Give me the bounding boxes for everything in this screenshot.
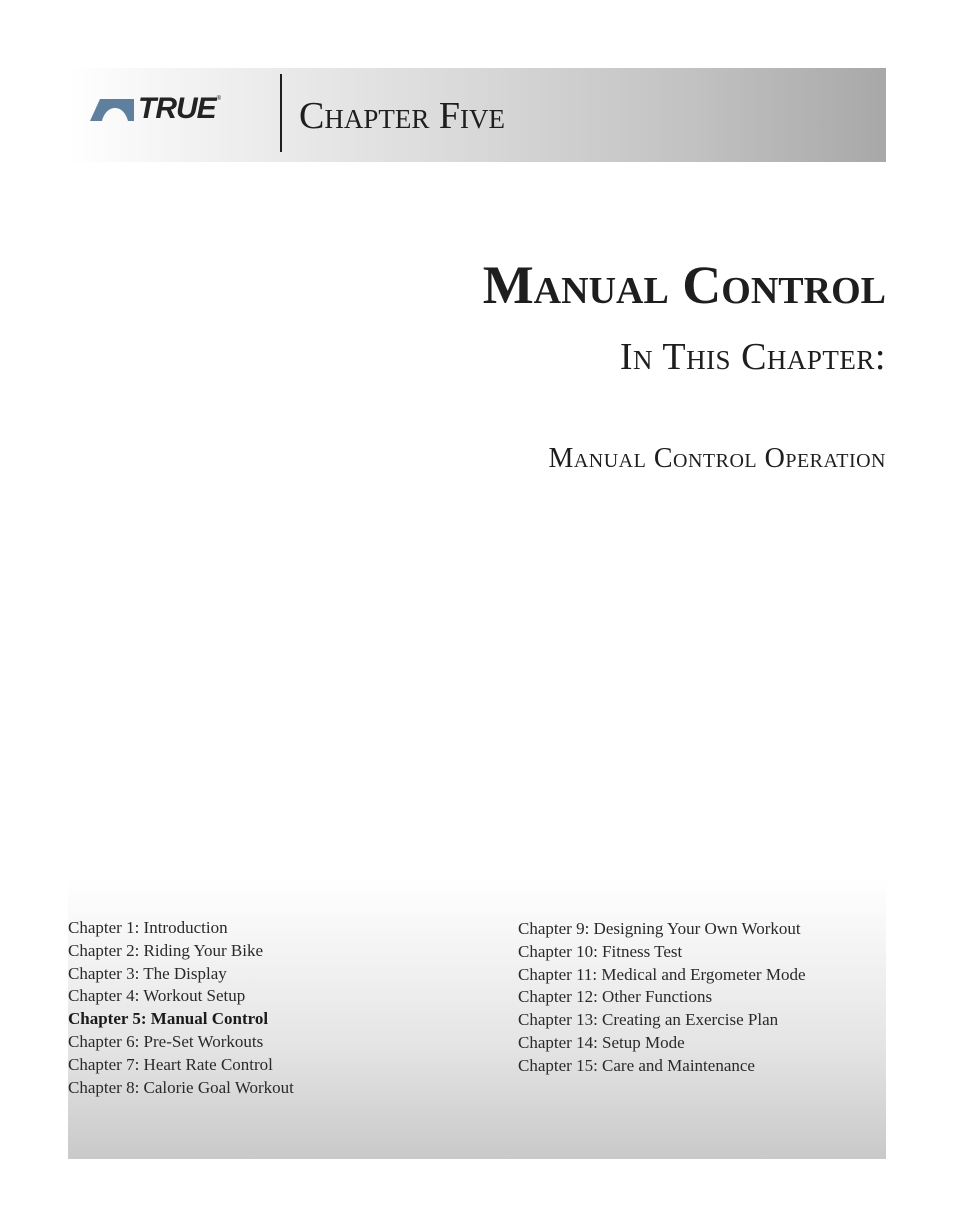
toc-item-chapter-7[interactable]: Chapter 7: Heart Rate Control bbox=[68, 1054, 273, 1074]
toc-item-chapter-2[interactable]: Chapter 2: Riding Your Bike bbox=[68, 940, 264, 960]
toc-column-left bbox=[68, 917, 294, 1099]
toc-item-chapter-5-current[interactable]: Chapter 5: Manual Control bbox=[68, 1009, 269, 1029]
registered-mark: ® bbox=[216, 96, 222, 102]
toc-item-chapter-1[interactable]: Chapter 1: Introduction bbox=[68, 918, 228, 937]
toc-item-chapter-8[interactable]: Chapter 8: Calorie Goal Workout bbox=[68, 1077, 294, 1097]
chapter-topic-item: Manual Control Operation bbox=[548, 443, 886, 474]
chapter-label: Chapter Five bbox=[299, 95, 505, 137]
in-this-chapter-heading: In This Chapter: bbox=[619, 336, 886, 378]
toc-item-chapter-13[interactable]: Chapter 13: Creating an Exercise Plan bbox=[518, 1010, 779, 1030]
toc-item-chapter-14[interactable]: Chapter 14: Setup Mode bbox=[518, 1032, 685, 1052]
toc-item-chapter-12[interactable]: Chapter 12: Other Functions bbox=[518, 987, 713, 1007]
toc-item-chapter-3[interactable]: Chapter 3: The Display bbox=[68, 963, 227, 983]
toc-item-chapter-6[interactable]: Chapter 6: Pre-Set Workouts bbox=[68, 1031, 264, 1051]
toc-column-right bbox=[518, 918, 806, 1078]
chapter-header-band bbox=[68, 68, 886, 162]
page-title: Manual Control bbox=[482, 255, 886, 315]
toc-item-chapter-10[interactable]: Chapter 10: Fitness Test bbox=[518, 941, 683, 961]
toc-item-chapter-11[interactable]: Chapter 11: Medical and Ergometer Mode bbox=[518, 964, 806, 984]
true-logo-icon bbox=[90, 99, 134, 121]
logo-wordmark: TRUE bbox=[138, 92, 216, 125]
true-logo bbox=[90, 92, 222, 125]
toc-item-chapter-9[interactable]: Chapter 9: Designing Your Own Workout bbox=[518, 919, 801, 938]
toc-item-chapter-15[interactable]: Chapter 15: Care and Maintenance bbox=[518, 1055, 755, 1075]
toc-item-chapter-4[interactable]: Chapter 4: Workout Setup bbox=[68, 986, 246, 1006]
table-of-contents bbox=[68, 878, 886, 1159]
header-divider bbox=[280, 74, 282, 152]
